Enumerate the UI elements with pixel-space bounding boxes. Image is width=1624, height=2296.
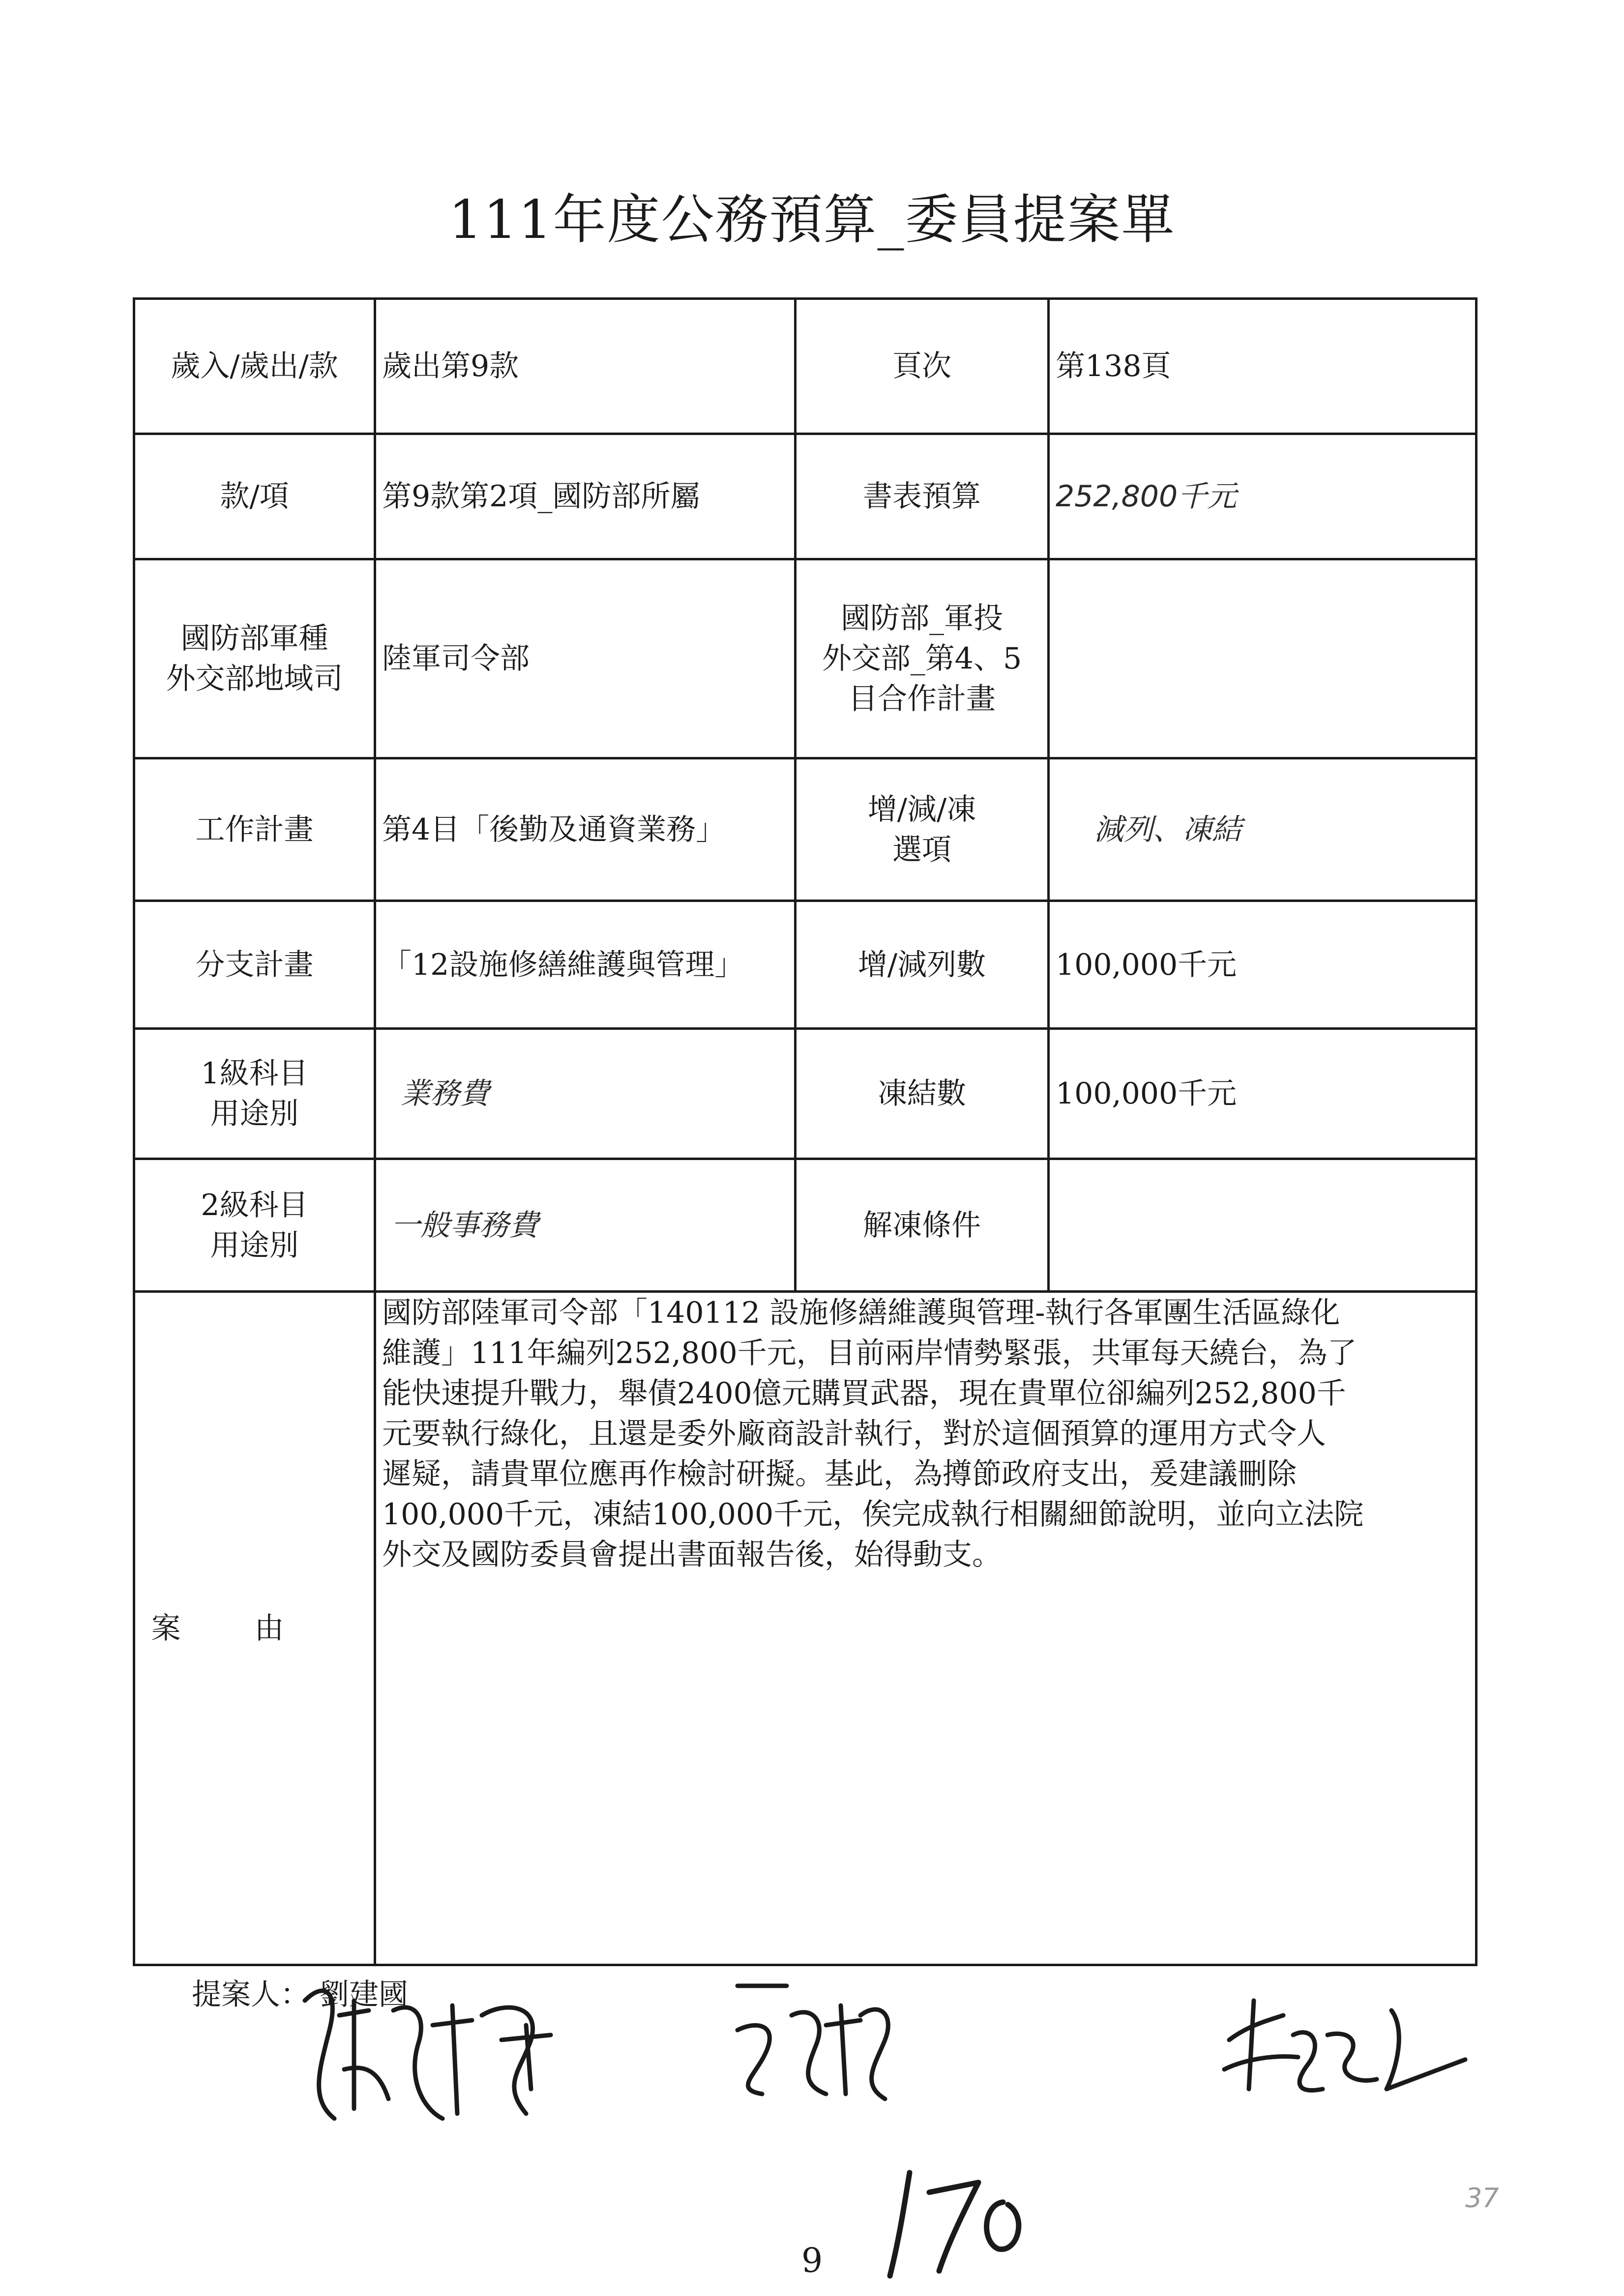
label-revenue-expense-item: 歲入/歲出/款 [134,299,375,434]
label-level-2-subject-line-2: 用途別 [210,1228,299,1263]
value-adjust-amount: 100,000千元 [1049,901,1476,1029]
label-cooperation-plan-line-1: 國防部_軍投 [841,601,1003,636]
form-row-reason [134,1292,1476,1965]
value-book-budget: 252,800千元 [1049,434,1476,559]
proposal-form-table [133,297,1477,1966]
page-title: 111年度公務預算_委員提案單 [448,189,1176,251]
form-row-6 [134,1029,1476,1159]
label-level-2-subject-line-1: 2級科目 [201,1188,308,1222]
value-cooperation-plan [1049,559,1476,758]
label-level-1-subject-line-2: 用途別 [210,1097,299,1131]
value-unfreeze-condition [1049,1159,1476,1292]
signature-3 [1224,2001,1465,2091]
handwritten-number-170 [875,2158,1037,2286]
value-level-1-subject: 業務費 [375,1029,796,1159]
proposer-label: 提案人： [192,1977,310,2012]
form-row-1 [134,299,1476,434]
label-level-1-subject-line-1: 1級科目 [201,1056,308,1091]
form-row-4 [134,758,1476,901]
page-number: 9 [801,2241,823,2280]
label-cooperation-plan-line-3: 目合作計畫 [848,682,996,716]
reason-line: 維護」111年編列252,800千元，目前兩岸情勢緊張，共軍每天繞台，為了 [382,1336,1357,1370]
reason-line: 元要執行綠化，且還是委外廠商設計執行，對於這個預算的運用方式令人 [382,1417,1326,1451]
form-row-3 [134,559,1476,758]
reason-line: 能快速提升戰力，舉債2400億元購買武器，現在貴單位卻編列252,800千 [382,1376,1346,1411]
reason-line: 遲疑，請貴單位應再作檢討研擬。基此，為撙節政府支出，爰建議刪除 [382,1457,1297,1491]
value-level-2-subject: 一般事務費 [375,1159,796,1292]
value-work-plan: 第4目「後勤及通資業務」 [375,758,796,901]
corner-mark: 37 [1465,2182,1499,2213]
form-row-5 [134,901,1476,1029]
value-freeze-amount: 100,000千元 [1049,1029,1476,1159]
label-agency-line-2: 外交部地域司 [166,662,343,696]
label-adjust-option-line-1: 增/減/凍 [867,792,976,827]
label-agency-line-1: 國防部軍種 [180,621,328,656]
value-page-no: 第138頁 [1049,299,1476,434]
label-level-1-subject [134,1029,375,1159]
form-row-7 [134,1159,1476,1292]
label-adjust-option [796,758,1049,901]
value-adjust-option: 減列、凍結 [1049,758,1476,901]
label-page-no: 頁次 [796,299,1049,434]
label-reason: 案由 [134,1292,375,1965]
signature-2 [738,1986,888,2099]
label-book-budget: 書表預算 [796,434,1049,559]
label-sub-plan: 分支計畫 [134,901,375,1029]
value-revenue-expense-item: 歲出第9款 [375,299,796,434]
reason-text [375,1292,1476,1965]
label-work-plan: 工作計畫 [134,758,375,901]
reason-line: 100,000千元，凍結100,000千元，俟完成執行相關細節說明，並向立法院 [382,1497,1364,1532]
reason-line: 外交及國防委員會提出書面報告後，始得動支。 [382,1538,1002,1572]
value-sub-plan: 「12設施修繕維護與管理」 [375,901,796,1029]
label-cooperation-plan [796,559,1049,758]
label-level-2-subject [134,1159,375,1292]
label-freeze-amount: 凍結數 [796,1029,1049,1159]
value-agency: 陸軍司令部 [375,559,796,758]
proposer-printed-name: 劉建國 [320,1977,408,2012]
label-cooperation-plan-line-2: 外交部_第4、5 [822,641,1022,676]
label-unfreeze-condition: 解凍條件 [796,1159,1049,1292]
handwritten-signatures [295,1971,1524,2133]
label-item: 款/項 [134,434,375,559]
signature-1 [305,1991,551,2119]
form-row-2 [134,434,1476,559]
reason-line: 國防部陸軍司令部「140112 設施修繕維護與管理-執行各軍團生活區綠化 [382,1296,1340,1330]
value-item: 第9款第2項_國防部所屬 [375,434,796,559]
label-adjust-amount: 增/減列數 [796,901,1049,1029]
label-adjust-option-line-2: 選項 [892,832,951,867]
label-agency [134,559,375,758]
